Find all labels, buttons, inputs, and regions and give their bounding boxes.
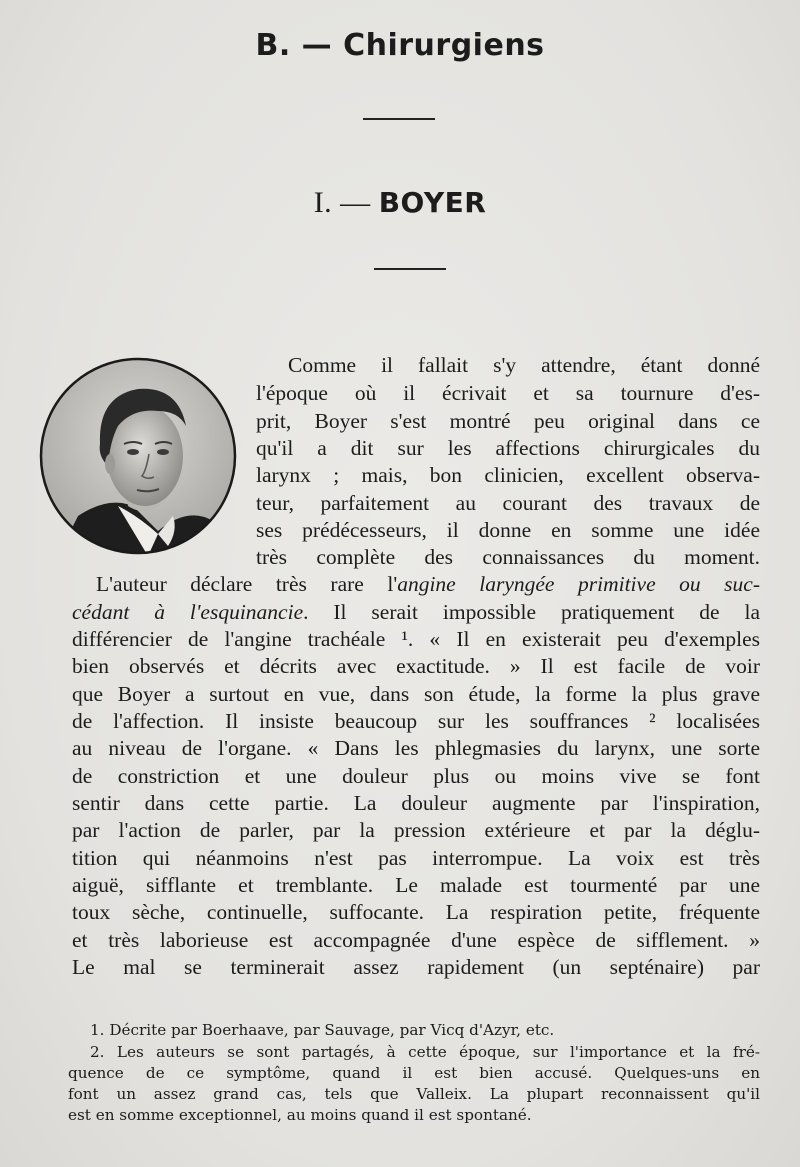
body-line: toux sèche, continuelle, suffocante. La respiration petite, fréquente (72, 900, 760, 924)
body-line (72, 599, 760, 626)
footnote-line: font un assez grand cas, tels que Valleix. La plupart reconnaissent qu'il (68, 1085, 760, 1103)
body-line: aiguë, sifflante et tremblante. Le malade est tourmenté par une (72, 873, 760, 897)
body-line: tition qui néanmoins n'est pas interrompue. La voix est très (72, 846, 760, 870)
body-line: et très laborieuse est accompagnée d'une espèce de sifflement. » (72, 928, 760, 952)
title-divider (363, 118, 435, 120)
body-line: teur, parfaitement au courant des travaux de (256, 491, 760, 515)
chapter-name: BOYER (378, 186, 487, 219)
body-line: sentir dans cette partie. La douleur augmente par l'inspiration, (72, 791, 760, 815)
emphasis-text: cédant à l'esquinancie (72, 600, 304, 624)
body-line: Le mal se terminerait assez rapidement (un septénaire) par (72, 955, 760, 979)
chapter-number: I. — (313, 186, 371, 219)
emphasis-text: angine laryngée primitive ou suc- (397, 572, 760, 596)
body-line: de l'affection. Il insiste beaucoup sur les souffrances ² localisées (72, 709, 760, 733)
footnote-line: est en somme exceptionnel, au moins quand il est spontané. (68, 1106, 532, 1124)
footnote-line: 1. Décrite par Boerhaave, par Sauvage, par Vicq d'Azyr, etc. (90, 1021, 555, 1039)
body-line: Comme il fallait s'y attendre, étant donné (288, 353, 760, 377)
body-line (96, 571, 760, 598)
body-line: bien observés et décrits avec exactitude. » Il est facile de voir (72, 654, 760, 678)
body-line: de constriction et une douleur plus ou moins vive se font (72, 764, 760, 788)
body-line: par l'action de parler, par la pression extérieure et par la déglu- (72, 818, 760, 842)
body-line: différencier de l'angine trachéale ¹. « Il en existerait peu d'exemples (72, 627, 760, 651)
portrait-medallion (38, 356, 238, 556)
body-line: larynx ; mais, bon clinicien, excellent observa- (256, 463, 760, 487)
body-line: très complète des connaissances du moment. (256, 545, 760, 569)
body-line: qu'il a dit sur les affections chirurgicales du (256, 436, 760, 460)
section-title: B. — Chirurgiens (255, 28, 545, 63)
chapter-divider (374, 268, 446, 270)
body-line: prit, Boyer s'est montré peu original dans ce (256, 409, 760, 433)
body-text-run: L'auteur déclare très rare l' (96, 572, 398, 596)
body-line: au niveau de l'organe. « Dans les phlegmasies du larynx, une sorte (72, 736, 760, 760)
chapter-title (0, 186, 800, 220)
body-line: l'époque où il écrivait et sa tournure d'es- (256, 381, 760, 405)
footnote-line: 2. Les auteurs se sont partagés, à cette époque, sur l'importance et la fré- (90, 1043, 760, 1061)
footnote-line: quence de ce symptôme, quand il est bien accusé. Quelques-uns en (68, 1064, 760, 1082)
body-line: ses prédécesseurs, il donne en somme une idée (256, 518, 760, 542)
body-text-run: . Il serait impossible pratiquement de la (303, 600, 760, 624)
body-line: que Boyer a surtout en vue, dans son étude, la forme la plus grave (72, 682, 760, 706)
